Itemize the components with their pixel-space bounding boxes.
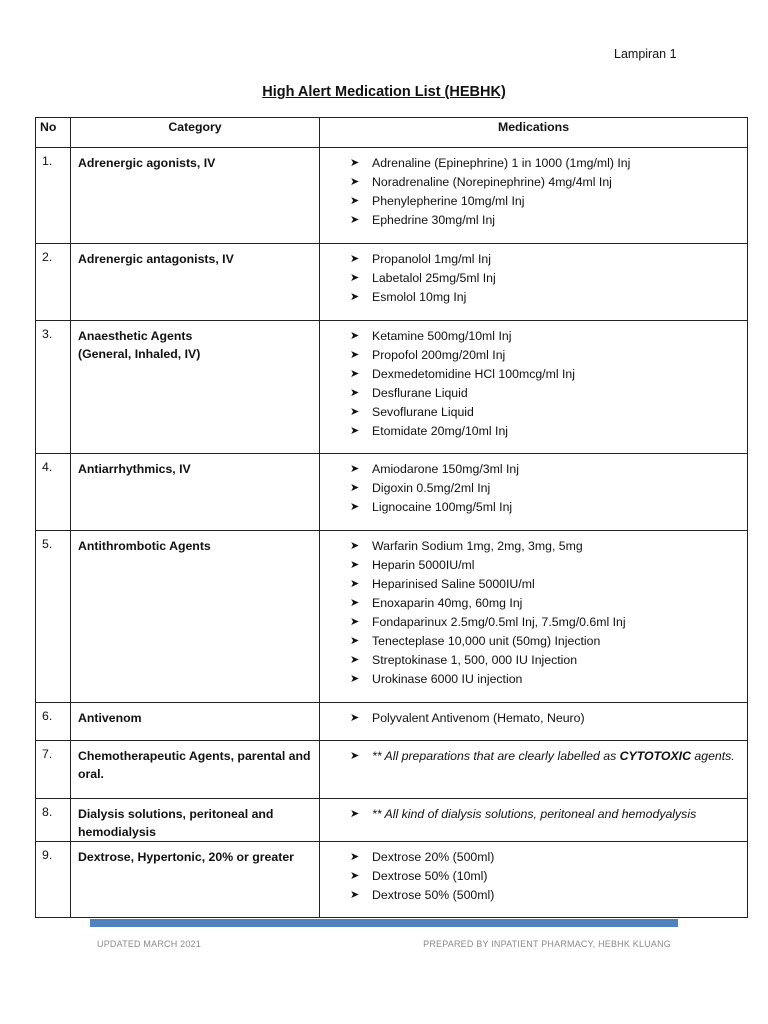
document-title: High Alert Medication List (HEBHK) — [262, 84, 506, 100]
medication-list — [350, 250, 741, 307]
medication-name: Desflurane Liquid — [372, 386, 468, 400]
bullet-arrow-icon: ➤ — [350, 195, 360, 207]
row-category: Adrenergic antagonists, IV — [71, 244, 320, 321]
row-number: 3. — [36, 321, 71, 454]
row-category: Chemotherapeutic Agents, parental and oral. — [71, 741, 320, 799]
bullet-arrow-icon: ➤ — [350, 712, 360, 724]
bullet-arrow-icon: ➤ — [350, 176, 360, 188]
table-row — [36, 321, 748, 454]
table-header-row — [36, 118, 748, 148]
medication-item — [350, 867, 741, 886]
row-medications — [320, 799, 748, 842]
bullet-arrow-icon: ➤ — [350, 559, 360, 571]
bullet-arrow-icon: ➤ — [350, 482, 360, 494]
row-medications — [320, 741, 748, 799]
bullet-arrow-icon: ➤ — [350, 750, 360, 762]
medication-item — [350, 479, 741, 498]
medication-item — [350, 670, 741, 689]
medication-name: Fondaparinux 2.5mg/0.5ml Inj, 7.5mg/0.6ml Inj — [372, 615, 626, 629]
medication-name: Amiodarone 150mg/3ml Inj — [372, 462, 519, 476]
bullet-arrow-icon: ➤ — [350, 654, 360, 666]
bullet-arrow-icon: ➤ — [350, 463, 360, 475]
medication-item — [350, 594, 741, 613]
medication-item — [350, 211, 741, 230]
medication-name: Ketamine 500mg/10ml Inj — [372, 329, 512, 343]
medication-item — [350, 288, 741, 307]
row-category: Anaesthetic Agents (General, Inhaled, IV) — [71, 321, 320, 454]
bullet-arrow-icon: ➤ — [350, 291, 360, 303]
table-row — [36, 531, 748, 703]
table-row — [36, 148, 748, 244]
bullet-arrow-icon: ➤ — [350, 501, 360, 513]
medication-name: Polyvalent Antivenom (Hemato, Neuro) — [372, 711, 585, 725]
medication-item — [350, 173, 741, 192]
medication-item — [350, 154, 741, 173]
bullet-arrow-icon: ➤ — [350, 851, 360, 863]
medication-name: Etomidate 20mg/10ml Inj — [372, 424, 509, 438]
medication-item — [350, 651, 741, 670]
bullet-arrow-icon: ➤ — [350, 387, 360, 399]
bullet-arrow-icon: ➤ — [350, 214, 360, 226]
row-category: Antivenom — [71, 703, 320, 741]
medication-name: Dextrose 50% (10ml) — [372, 869, 488, 883]
medication-name: Urokinase 6000 IU injection — [372, 672, 523, 686]
column-header-no: No — [36, 118, 71, 148]
row-category: Dialysis solutions, peritoneal and hemodialysis — [71, 799, 320, 842]
medication-item — [350, 747, 741, 766]
medication-item — [350, 613, 741, 632]
medication-item — [350, 709, 741, 728]
medication-item — [350, 403, 741, 422]
medication-name: Noradrenaline (Norepinephrine) 4mg/4ml Inj — [372, 175, 612, 189]
medication-item — [350, 556, 741, 575]
row-category: Antiarrhythmics, IV — [71, 454, 320, 531]
row-number: 8. — [36, 799, 71, 842]
bullet-arrow-icon: ➤ — [350, 635, 360, 647]
bullet-arrow-icon: ➤ — [350, 673, 360, 685]
medication-item — [350, 805, 741, 824]
bullet-arrow-icon: ➤ — [350, 425, 360, 437]
medication-item — [350, 537, 741, 556]
medication-item — [350, 632, 741, 651]
note-text: ** All kind of dialysis solutions, peritoneal and hemodyalysis — [372, 807, 697, 821]
medication-item — [350, 327, 741, 346]
row-number: 9. — [36, 842, 71, 918]
table-row — [36, 703, 748, 741]
row-category: Adrenergic agonists, IV — [71, 148, 320, 244]
table-row — [36, 741, 748, 799]
row-number: 4. — [36, 454, 71, 531]
medication-item — [350, 498, 741, 517]
row-medications — [320, 531, 748, 703]
bullet-arrow-icon: ➤ — [350, 889, 360, 901]
medication-name: Heparin 5000IU/ml — [372, 558, 475, 572]
medication-item — [350, 250, 741, 269]
bullet-arrow-icon: ➤ — [350, 253, 360, 265]
column-header-medications: Medications — [320, 118, 748, 148]
medication-name: Lignocaine 100mg/5ml Inj — [372, 500, 513, 514]
medication-item — [350, 460, 741, 479]
table-row — [36, 244, 748, 321]
medication-list — [350, 460, 741, 517]
note-emphasis: CYTOTOXIC — [619, 749, 691, 763]
bullet-arrow-icon: ➤ — [350, 870, 360, 882]
medication-list — [350, 848, 741, 905]
row-number: 7. — [36, 741, 71, 799]
medication-name: Dextrose 50% (500ml) — [372, 888, 495, 902]
row-medications — [320, 703, 748, 741]
medication-name: Streptokinase 1, 500, 000 IU Injection — [372, 653, 578, 667]
bullet-arrow-icon: ➤ — [350, 349, 360, 361]
row-category: Antithrombotic Agents — [71, 531, 320, 703]
row-number: 6. — [36, 703, 71, 741]
row-medications — [320, 244, 748, 321]
medication-name: Enoxaparin 40mg, 60mg Inj — [372, 596, 523, 610]
medication-item — [350, 365, 741, 384]
bullet-arrow-icon: ➤ — [350, 808, 360, 820]
medication-item — [350, 346, 741, 365]
footer-prepared-by: PREPARED BY INPATIENT PHARMACY, HEBHK KLUANG — [423, 939, 671, 949]
row-medications — [320, 321, 748, 454]
note-text: ** All preparations that are clearly labelled as — [372, 749, 620, 763]
row-medications — [320, 842, 748, 918]
medication-name: Esmolol 10mg Inj — [372, 290, 467, 304]
bullet-arrow-icon: ➤ — [350, 272, 360, 284]
medication-name: Propanolol 1mg/ml Inj — [372, 252, 491, 266]
medication-name: Warfarin Sodium 1mg, 2mg, 3mg, 5mg — [372, 539, 583, 553]
bullet-arrow-icon: ➤ — [350, 597, 360, 609]
medication-name: Digoxin 0.5mg/2ml Inj — [372, 481, 491, 495]
medication-list — [350, 747, 741, 766]
bullet-arrow-icon: ➤ — [350, 406, 360, 418]
medication-item — [350, 422, 741, 441]
medication-list — [350, 709, 741, 728]
medication-item — [350, 848, 741, 867]
bullet-arrow-icon: ➤ — [350, 368, 360, 380]
medication-name: Propofol 200mg/20ml Inj — [372, 348, 506, 362]
bullet-arrow-icon: ➤ — [350, 330, 360, 342]
medication-list — [350, 537, 741, 689]
footer-updated: UPDATED MARCH 2021 — [97, 939, 201, 949]
bullet-arrow-icon: ➤ — [350, 540, 360, 552]
medication-list — [350, 327, 741, 441]
bullet-arrow-icon: ➤ — [350, 157, 360, 169]
attachment-label: Lampiran 1 — [614, 47, 677, 61]
table-row — [36, 842, 748, 918]
medication-list — [350, 154, 741, 230]
medication-list — [350, 805, 741, 824]
medication-name: Labetalol 25mg/5ml Inj — [372, 271, 496, 285]
medication-item — [350, 384, 741, 403]
medication-name: Sevoflurane Liquid — [372, 405, 474, 419]
row-category: Dextrose, Hypertonic, 20% or greater — [71, 842, 320, 918]
footer-bar — [90, 919, 678, 927]
note-text-end: agents. — [690, 749, 735, 763]
row-medications — [320, 148, 748, 244]
medication-item — [350, 886, 741, 905]
medication-name: Adrenaline (Epinephrine) 1 in 1000 (1mg/ml) Inj — [372, 156, 631, 170]
medication-item — [350, 575, 741, 594]
medication-name: Ephedrine 30mg/ml Inj — [372, 213, 496, 227]
row-number: 2. — [36, 244, 71, 321]
row-number: 5. — [36, 531, 71, 703]
row-medications — [320, 454, 748, 531]
bullet-arrow-icon: ➤ — [350, 578, 360, 590]
column-header-category: Category — [71, 118, 320, 148]
medication-table — [35, 117, 748, 918]
medication-name: Tenecteplase 10,000 unit (50mg) Injection — [372, 634, 601, 648]
medication-name: Heparinised Saline 5000IU/ml — [372, 577, 535, 591]
bullet-arrow-icon: ➤ — [350, 616, 360, 628]
medication-name: Dexmedetomidine HCl 100mcg/ml Inj — [372, 367, 575, 381]
table-row — [36, 454, 748, 531]
medication-item — [350, 192, 741, 211]
medication-name: Dextrose 20% (500ml) — [372, 850, 495, 864]
medication-item — [350, 269, 741, 288]
medication-name: Phenylepherine 10mg/ml Inj — [372, 194, 525, 208]
table-row — [36, 799, 748, 842]
row-number: 1. — [36, 148, 71, 244]
